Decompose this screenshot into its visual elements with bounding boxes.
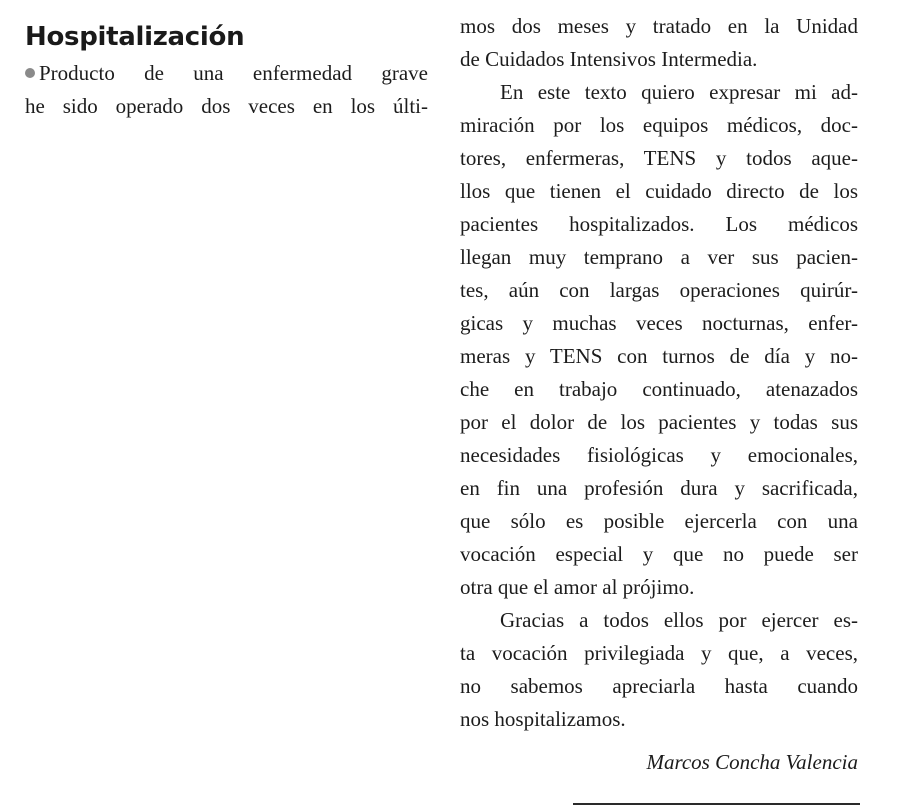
body-line: necesidades fisiológicas y emocionales, bbox=[460, 443, 858, 467]
body-line: vocación especial y que no puede ser bbox=[460, 542, 858, 566]
body-line: tores, enfermeras, TENS y todos aque- bbox=[460, 146, 858, 170]
body-line: mos dos meses y tratado en la Unidad bbox=[460, 14, 858, 38]
body-line: no sabemos apreciarla hasta cuando bbox=[460, 674, 858, 698]
body-line: he sido operado dos veces en los últi- bbox=[25, 94, 428, 118]
body-line: ta vocación privilegiada y que, a veces, bbox=[460, 641, 858, 665]
body-line: Gracias a todos ellos por ejercer es- bbox=[500, 608, 858, 632]
article-headline: Hospitalización bbox=[25, 22, 245, 52]
body-line: pacientes hospitalizados. Los médicos bbox=[460, 212, 858, 236]
body-line: gicas y muchas veces nocturnas, enfer- bbox=[460, 311, 858, 335]
body-line: tes, aún con largas operaciones quirúr- bbox=[460, 278, 858, 302]
body-line: che en trabajo continuado, atenazados bbox=[460, 377, 858, 401]
body-line: nos hospitalizamos. bbox=[460, 707, 626, 731]
body-line: miración por los equipos médicos, doc- bbox=[460, 113, 858, 137]
author-signature: Marcos Concha Valencia bbox=[646, 750, 858, 774]
body-line: En este texto quiero expresar mi ad- bbox=[500, 80, 858, 104]
body-line: llos que tienen el cuidado directo de los bbox=[460, 179, 858, 203]
divider-rule bbox=[573, 803, 860, 805]
body-line: que sólo es posible ejercerla con una bbox=[460, 509, 858, 533]
body-line: otra que el amor al prójimo. bbox=[460, 575, 695, 599]
body-line: de Cuidados Intensivos Intermedia. bbox=[460, 47, 758, 71]
bullet-icon bbox=[25, 68, 35, 78]
body-line: en fin una profesión dura y sacrificada, bbox=[460, 476, 858, 500]
body-line: por el dolor de los pacientes y todas sus bbox=[460, 410, 858, 434]
body-line: Producto de una enfermedad grave bbox=[25, 57, 428, 90]
body-line: meras y TENS con turnos de día y no- bbox=[460, 344, 858, 368]
body-line: llegan muy temprano a ver sus pacien- bbox=[460, 245, 858, 269]
